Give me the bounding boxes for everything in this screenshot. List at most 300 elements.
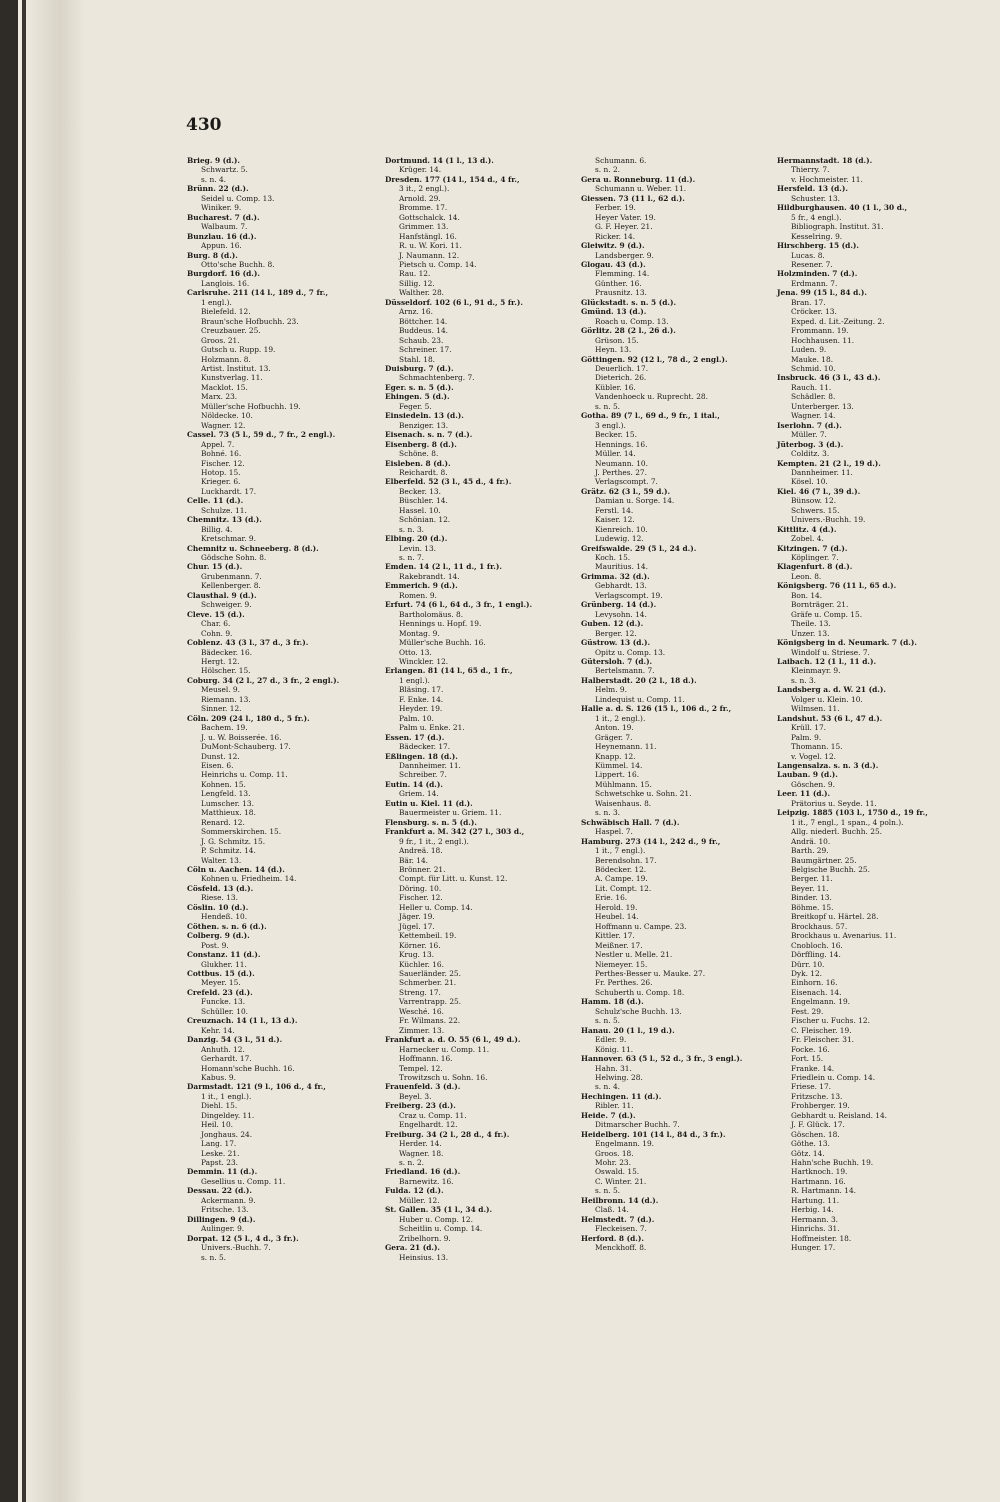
bookseller-line: Barnewitz. 16. — [399, 1176, 454, 1186]
city-entry: Brieg. 9 (d.). — [187, 156, 240, 165]
bookseller-line: Franke. 14. — [791, 1063, 835, 1073]
bookseller-line: Winiker. 9. — [201, 203, 242, 213]
bookseller-line: Göschen. 9. — [791, 779, 835, 789]
bookseller-line: Bünsow. 12. — [791, 496, 837, 506]
bookseller-line: Theile. 13. — [791, 619, 831, 629]
bookseller-line: Univers.-Buchh. 19. — [791, 515, 866, 525]
bookseller-line: Eisenach. 14. — [791, 987, 842, 997]
city-entry: Coburg. 34 (2 l., 27 d., 3 fr., 2 engl.). — [187, 675, 340, 685]
bookseller-line: Hotop. 15. — [201, 467, 241, 477]
bookseller-line: Fischer u. Fuchs. 12. — [791, 1016, 870, 1026]
bookseller-line: v. Hochmeister. 11. — [791, 174, 863, 184]
city-entry: Frankfurt a. M. 342 (27 l., 303 d., — [385, 827, 525, 837]
city-entry: Lauban. 9 (d.). — [777, 770, 838, 780]
bookseller-line: Kettembeil. 19. — [399, 931, 457, 941]
city-entry: Cassel. 73 (5 l., 59 d., 7 fr., 2 engl.). — [187, 430, 336, 440]
bookseller-line: Dyk. 12. — [791, 968, 823, 978]
city-entry: Frankfurt a. d. O. 55 (6 l., 49 d.). — [385, 1035, 521, 1045]
city-entry-continuation: 1 it., 1 engl.). — [201, 1091, 252, 1101]
city-entry: Eisleben. 8 (d.). — [385, 458, 451, 468]
bookseller-line: Kesselring. 9. — [791, 231, 843, 241]
bookseller-line: Wagner. 12. — [201, 420, 246, 430]
bookseller-line: Kaiser. 12. — [595, 515, 635, 525]
bookseller-line: Schulze. 11. — [201, 505, 247, 515]
bookseller-line: Post. 9. — [201, 940, 229, 950]
city-entry: Hermannstadt. 18 (d.). — [777, 156, 873, 165]
bookseller-line: Grubenmann. 7. — [201, 571, 262, 581]
bookseller-line: v. Vogel. 12. — [791, 751, 837, 761]
bookseller-line: Huber u. Comp. 12. — [399, 1214, 473, 1224]
bookseller-line: Varrentrapp. 25. — [399, 997, 462, 1007]
city-entry: Hannover. 63 (5 l., 52 d., 3 fr., 3 engl.). — [581, 1054, 743, 1064]
city-entry: Göttingen. 92 (12 l., 78 d., 2 engl.). — [581, 354, 728, 364]
bookseller-line: Walther. 28. — [399, 288, 444, 298]
city-entry: Iserlohn. 7 (d.). — [777, 420, 842, 430]
city-entry: Frauenfeld. 3 (d.). — [385, 1082, 461, 1092]
bookseller-line: Cohn. 9. — [201, 628, 233, 638]
bookseller-line: Hermann. 3. — [791, 1214, 839, 1224]
bookseller-line: Frohberger. 19. — [791, 1101, 850, 1111]
bookseller-line: Eisen. 6. — [201, 761, 234, 770]
bookseller-line: Glukher. 11. — [201, 959, 247, 969]
bookseller-line: Göthe. 13. — [791, 1139, 830, 1149]
city-entry: Elberfeld. 52 (3 l., 45 d., 4 fr.). — [385, 477, 512, 487]
bookseller-line: Brockhaus. 57. — [791, 921, 848, 931]
city-entry: Burgdorf. 16 (d.). — [187, 269, 260, 279]
bookseller-line: C. Winter. 21. — [595, 1176, 647, 1186]
directory-column-1 — [187, 156, 377, 1262]
bookseller-line: Dannheimer. 11. — [399, 761, 461, 770]
bookseller-line: Luden. 9. — [791, 345, 827, 355]
bookseller-line: s. n. 5. — [595, 401, 621, 411]
bookseller-line: Hassel. 10. — [399, 505, 441, 515]
city-entry: Dresden. 177 (14 l., 154 d., 4 fr., — [385, 174, 520, 184]
bookseller-line: Koch. 15. — [595, 553, 631, 563]
city-entry: Grätz. 62 (3 l., 59 d.). — [581, 486, 671, 496]
bookseller-line: Bromme. 17. — [399, 203, 448, 213]
bookseller-line: Cröcker. 13. — [791, 307, 837, 317]
bookseller-line: Heil. 10. — [201, 1120, 233, 1130]
bookseller-line: Riemann. 13. — [201, 694, 251, 704]
city-entry: Crefeld. 23 (d.). — [187, 987, 253, 997]
bookseller-line: Arnz. 16. — [399, 307, 433, 317]
city-entry: Ehingen. 5 (d.). — [385, 392, 450, 402]
bookseller-line: Univers.-Buchh. 7. — [201, 1243, 271, 1253]
bookseller-line: Montag. 9. — [399, 628, 440, 638]
city-entry: Hersfeld. 13 (d.). — [777, 184, 848, 194]
bookseller-line: Lippert. 16. — [595, 770, 640, 780]
bookseller-line: Groos. 18. — [595, 1148, 634, 1158]
bookseller-line: Gottschalck. 14. — [399, 212, 460, 222]
bookseller-line: Breitkopf u. Härtel. 28. — [791, 912, 879, 922]
bookseller-line: Küchler. 16. — [399, 959, 444, 969]
city-entry: Heidelberg. 101 (14 l., 84 d., 3 fr.). — [581, 1129, 726, 1139]
city-entry: Cöthen. s. n. 6 (d.). — [187, 921, 267, 931]
bookseller-line: Zobel. 4. — [791, 534, 824, 544]
bookseller-line: Resener. 7. — [791, 259, 833, 269]
city-entry: Chemnitz. 13 (d.). — [187, 515, 262, 525]
bookseller-line: Jügel. 17. — [399, 921, 435, 931]
bookseller-line: Bödecker. 12. — [595, 864, 647, 874]
bookseller-line: Herold. 19. — [595, 902, 638, 912]
city-entry: Langensalza. s. n. 3 (d.). — [777, 761, 879, 770]
bookseller-line: Müller. 7. — [791, 430, 827, 440]
bookseller-line: Claß. 14. — [595, 1205, 629, 1215]
bookseller-line: Meyer. 15. — [201, 978, 241, 988]
city-entry: Leipzig. 1885 (103 l., 1750 d., 19 fr., — [777, 808, 928, 818]
bookseller-line: Levysohn. 14. — [595, 609, 647, 619]
bookseller-line: Levin. 13. — [399, 543, 437, 553]
bookseller-line: Schöne. 8. — [399, 449, 439, 459]
bookseller-line: Sauerländer. 25. — [399, 968, 461, 978]
bookseller-line: Berger. 12. — [595, 628, 637, 638]
bookseller-line: Diehl. 15. — [201, 1101, 238, 1111]
bookseller-line: Appel. 7. — [201, 439, 235, 449]
city-entry: Klagenfurt. 8 (d.). — [777, 562, 853, 572]
bookseller-line: Wesché. 16. — [399, 1006, 444, 1016]
bookseller-line: Riese. 13. — [201, 893, 238, 903]
bookseller-line: Creuzbauer. 25. — [201, 326, 261, 336]
bookseller-line: Meißner. 17. — [595, 940, 643, 950]
bookseller-line: Verlagscompt. 7. — [595, 477, 658, 487]
bookseller-line: Macklot. 15. — [201, 382, 248, 392]
bookseller-line: Schumann. 6. — [595, 156, 647, 165]
city-entry: St. Gallen. 35 (1 l., 34 d.). — [385, 1205, 493, 1215]
city-entry: Burg. 8 (d.). — [187, 250, 238, 260]
bookseller-line: Müller'sche Buchh. 16. — [399, 638, 486, 648]
bookseller-line: Arnold. 29. — [399, 193, 441, 203]
city-entry: Clausthal. 9 (d.). — [187, 590, 257, 600]
city-entry: Kempten. 21 (2 l., 19 d.). — [777, 458, 881, 468]
bookseller-line: Herder. 14. — [399, 1139, 442, 1149]
bookseller-line: Fleckeisen. 7. — [595, 1224, 647, 1234]
bookseller-line: J. F. Glück. 17. — [791, 1120, 845, 1130]
bookseller-line: Unterberger. 13. — [791, 401, 854, 411]
bookseller-line: Köplinger. 7. — [791, 553, 839, 563]
bookseller-line: Buddeus. 14. — [399, 326, 449, 336]
bookseller-line: Erdmann. 7. — [791, 278, 838, 288]
city-entry: Hanau. 20 (1 l., 19 d.). — [581, 1025, 675, 1035]
bookseller-line: Grüson. 15. — [595, 335, 639, 345]
bookseller-line: Volger u. Klein. 10. — [791, 694, 863, 704]
bookseller-line: Otto'sche Buchh. 8. — [201, 259, 275, 269]
bookseller-line: Palm. 9. — [791, 732, 822, 742]
city-entry: Leer. 11 (d.). — [777, 789, 831, 799]
bookseller-line: Billig. 4. — [201, 524, 233, 534]
bookseller-line: Cnobloch. 16. — [791, 940, 843, 950]
city-entry: Kittlitz. 4 (d.). — [777, 524, 837, 534]
bookseller-line: Krüll. 17. — [791, 723, 826, 733]
bookseller-line: Scheitlin u. Comp. 14. — [399, 1224, 483, 1234]
bookseller-line: Allg. niederl. Buchh. 25. — [791, 827, 882, 837]
bookseller-line: Bädecker. 16. — [201, 647, 253, 657]
city-entry: Bucharest. 7 (d.). — [187, 212, 260, 222]
bookseller-line: Hartknoch. 19. — [791, 1167, 848, 1177]
bookseller-line: Engelmann. 19. — [791, 997, 851, 1007]
bookseller-line: Bran. 17. — [791, 297, 826, 307]
bookseller-line: Opitz u. Comp. 13. — [595, 647, 666, 657]
city-entry-continuation: 3 it., 2 engl.). — [399, 184, 450, 194]
bookseller-line: Harnecker u. Comp. 11. — [399, 1044, 490, 1054]
city-entry: Königsberg in d. Neumark. 7 (d.). — [777, 638, 917, 648]
bookseller-line: Heinsius. 13. — [399, 1252, 449, 1262]
bookseller-line: Kösel. 10. — [791, 477, 828, 487]
city-entry: Chur. 15 (d.). — [187, 562, 243, 572]
city-entry: Emmerich. 9 (d.). — [385, 581, 458, 591]
city-entry: Grimma. 32 (d.). — [581, 571, 650, 581]
bookseller-line: Dannheimer. 11. — [791, 467, 853, 477]
city-entry: Darmstadt. 121 (9 l., 106 d., 4 fr., — [187, 1082, 326, 1092]
bookseller-line: Streng. 17. — [399, 987, 441, 997]
bookseller-line: Palm. 10. — [399, 713, 434, 723]
bookseller-line: Schüller. 10. — [201, 1006, 248, 1016]
bookseller-line: Gräger. 7. — [595, 732, 633, 742]
city-entry: Eger. s. n. 5 (d.). — [385, 382, 454, 392]
bookseller-line: Krüger. 14. — [399, 165, 442, 175]
city-entry: Görlitz. 28 (2 l., 26 d.). — [581, 326, 676, 336]
bookseller-line: Andreä. 18. — [399, 846, 443, 856]
bookseller-line: Stahl. 18. — [399, 354, 436, 364]
city-entry: Dortmund. 14 (1 l., 13 d.). — [385, 156, 494, 165]
bookseller-line: Lang. 17. — [201, 1139, 237, 1149]
bookseller-line: Heyer Vater. 19. — [595, 212, 656, 222]
bookseller-line: Marx. 23. — [201, 392, 238, 402]
bookseller-line: Schwers. 15. — [791, 505, 840, 515]
bookseller-line: Schwetschke u. Sohn. 21. — [595, 789, 692, 799]
bookseller-line: Char. 6. — [201, 619, 231, 629]
bookseller-line: Heubel. 14. — [595, 912, 639, 922]
bookseller-line: s. n. 3. — [399, 524, 425, 534]
bookseller-line: Ackermann. 9. — [201, 1195, 256, 1205]
bookseller-line: Beyer. 11. — [791, 883, 829, 893]
bookseller-line: Barth. 29. — [791, 846, 829, 856]
bookseller-line: Schwartz. 5. — [201, 165, 248, 175]
bookseller-line: Fischer. 12. — [201, 458, 245, 468]
bookseller-line: Bär. 14. — [399, 855, 429, 865]
city-entry: Schwäbisch Hall. 7 (d.). — [581, 817, 680, 827]
bookseller-line: Edler. 9. — [595, 1035, 627, 1045]
bookseller-line: Bielefeld. 12. — [201, 307, 251, 317]
bookseller-line: Fr. Perthes. 26. — [595, 978, 653, 988]
bookseller-line: A. Campe. 19. — [595, 874, 648, 884]
bookseller-line: Dürr. 10. — [791, 959, 825, 969]
bookseller-line: Dörffling. 14. — [791, 950, 841, 960]
bookseller-line: Hahn. 31. — [595, 1063, 632, 1073]
bookseller-line: s. n. 5. — [595, 1016, 621, 1026]
bookseller-line: Brockhaus u. Avenarius. 11. — [791, 931, 897, 941]
bookseller-line: Schuberth u. Comp. 18. — [595, 987, 685, 997]
city-entry-continuation: 1 it., 7 engl., 1 span., 4 poln.). — [791, 817, 904, 827]
bookseller-line: Artist. Institut. 13. — [201, 363, 271, 373]
city-entry: Glogau. 43 (d.). — [581, 259, 646, 269]
city-entry: Heide. 7 (d.). — [581, 1110, 636, 1120]
bookseller-line: Schmerber. 21. — [399, 978, 457, 988]
bookseller-line: Ricker. 14. — [595, 231, 636, 241]
bookseller-line: J. G. Schmitz. 15. — [201, 836, 266, 846]
city-entry: Cleve. 15 (d.). — [187, 609, 245, 619]
bookseller-line: Ludewig. 12. — [595, 534, 644, 544]
bookseller-line: Bädecker. 17. — [399, 742, 451, 752]
city-entry: Eutin. 14 (d.). — [385, 779, 443, 789]
bookseller-line: Müller. 14. — [595, 449, 636, 459]
city-entry: Brünn. 22 (d.). — [187, 184, 249, 194]
bookseller-line: Fr. Wilmans. 22. — [399, 1016, 461, 1026]
city-entry: Eisenach. s. n. 7 (d.). — [385, 430, 473, 440]
city-entry: Guben. 12 (d.). — [581, 619, 644, 629]
bookseller-line: Hergt. 12. — [201, 657, 240, 667]
bookseller-line: Ferstl. 14. — [595, 505, 634, 515]
bookseller-line: Beyel. 3. — [399, 1091, 432, 1101]
city-entry: Eßlingen. 18 (d.). — [385, 751, 458, 761]
city-entry: Eutin u. Kiel. 11 (d.). — [385, 798, 473, 808]
bookseller-line: Andrä. 10. — [791, 836, 831, 846]
bookseller-line: Gutsch u. Rupp. 19. — [201, 345, 276, 355]
bookseller-line: Herbig. 14. — [791, 1205, 834, 1215]
bookseller-line: Oswald. 15. — [595, 1167, 640, 1177]
bookseller-line: Kehr. 14. — [201, 1025, 235, 1035]
bookseller-line: Craz u. Comp. 11. — [399, 1110, 467, 1120]
bookseller-line: Berger. 11. — [791, 874, 833, 884]
bookseller-line: Renard. 12. — [201, 817, 245, 827]
bookseller-line: Matthieux. 18. — [201, 808, 256, 818]
city-entry: Kitzingen. 7 (d.). — [777, 543, 848, 553]
city-entry: Elbing. 20 (d.). — [385, 534, 448, 544]
bookseller-line: J. Perthes. 27. — [595, 467, 647, 477]
bookseller-line: Prausnitz. 13. — [595, 288, 647, 298]
bookseller-line: Hartmann. 16. — [791, 1176, 846, 1186]
bookseller-line: Hahn'sche Buchh. 19. — [791, 1158, 874, 1168]
bookseller-line: Vandenhoeck u. Ruprecht. 28. — [595, 392, 708, 402]
bookseller-line: Thomann. 15. — [791, 742, 843, 752]
bookseller-line: Fort. 15. — [791, 1054, 824, 1064]
city-entry: Jüterbog. 3 (d.). — [777, 439, 844, 449]
city-entry: Halberstadt. 20 (2 l., 18 d.). — [581, 675, 697, 685]
city-entry: Landshut. 53 (6 l., 47 d.). — [777, 713, 883, 723]
bookseller-line: Walter. 13. — [201, 855, 242, 865]
bookseller-line: Helm. 9. — [595, 685, 627, 695]
city-entry: Greifswalde. 29 (5 l., 24 d.). — [581, 543, 697, 553]
bookseller-line: F. Enke. 14. — [399, 694, 444, 704]
bookseller-line: Heyder. 19. — [399, 704, 443, 714]
bookseller-line: Lumscher. 13. — [201, 798, 254, 808]
bookseller-line: Haspel. 7. — [595, 827, 633, 837]
city-entry: Dillingen. 9 (d.). — [187, 1214, 256, 1224]
bookseller-line: Walbaum. 7. — [201, 222, 248, 232]
bookseller-line: Landsberger. 9. — [595, 250, 654, 260]
bookseller-line: Körner. 16. — [399, 940, 441, 950]
city-entry: Danzig. 54 (3 l., 51 d.). — [187, 1035, 283, 1045]
city-entry: Düsseldorf. 102 (6 l., 91 d., 5 fr.). — [385, 297, 523, 307]
city-entry: Gleiwitz. 9 (d.). — [581, 241, 645, 251]
bookseller-line: Jonghaus. 24. — [201, 1129, 253, 1139]
city-entry: Gmünd. 13 (d.). — [581, 307, 647, 317]
city-entry-continuation: 5 fr., 4 engl.). — [791, 212, 842, 222]
city-entry: Hechingen. 11 (d.). — [581, 1091, 662, 1101]
city-entry: Duisburg. 7 (d.). — [385, 363, 454, 373]
bookseller-line: Kohnen. 15. — [201, 779, 246, 789]
city-entry: Cösfeld. 13 (d.). — [187, 883, 254, 893]
bookseller-line: Meusel. 9. — [201, 685, 240, 695]
bookseller-line: Leon. 8. — [791, 571, 822, 581]
bookseller-line: Unzer. 13. — [791, 628, 830, 638]
city-entry: Cöslin. 10 (d.). — [187, 902, 249, 912]
city-entry: Cottbus. 15 (d.). — [187, 968, 255, 978]
bookseller-line: Zribelhorn. 9. — [399, 1233, 451, 1243]
bookseller-line: Mauke. 18. — [791, 354, 834, 364]
bookseller-line: Bertelsmann. 7. — [595, 666, 655, 676]
bookseller-line: Lucas. 8. — [791, 250, 825, 260]
bookseller-line: Friedlein u. Comp. 14. — [791, 1072, 876, 1082]
bookseller-line: Bauermeister u. Griem. 11. — [399, 808, 502, 818]
city-entry: Landsberg a. d. W. 21 (d.). — [777, 685, 886, 695]
bookseller-line: Sillig. 12. — [399, 278, 435, 288]
bookseller-line: Braun'sche Hofbuchh. 23. — [201, 316, 299, 326]
bookseller-line: Heynemann. 11. — [595, 742, 657, 752]
bookseller-line: Anhuth. 12. — [201, 1044, 245, 1054]
bookseller-line: Rauch. 11. — [791, 382, 832, 392]
bookseller-line: Gödsche Sohn. 8. — [201, 553, 267, 563]
city-entry: Giessen. 73 (11 l., 62 d.). — [581, 193, 685, 203]
city-entry: Cöln u. Aachen. 14 (d.). — [187, 864, 285, 874]
city-entry: Carlsruhe. 211 (14 l., 189 d., 7 fr., — [187, 288, 329, 298]
city-entry: Gotha. 89 (7 l., 69 d., 9 fr., 1 ital., — [581, 411, 720, 421]
city-entry: Herford. 8 (d.). — [581, 1233, 644, 1243]
city-entry: Flensburg. s. n. 5 (d.). — [385, 817, 477, 827]
bookseller-line: Neumann. 10. — [595, 458, 648, 468]
bookseller-line: s. n. 4. — [595, 1082, 621, 1092]
bookseller-line: Bachem. 19. — [201, 723, 248, 733]
bookseller-line: Hartung. 11. — [791, 1195, 840, 1205]
bookseller-line: Göschen. 18. — [791, 1129, 840, 1139]
bookseller-line: Holzmann. 8. — [201, 354, 251, 364]
bookseller-line: Schreiber. 7. — [399, 770, 447, 780]
bookseller-line: Aulinger. 9. — [201, 1224, 245, 1234]
bookseller-line: Gebhardt. 13. — [595, 581, 647, 591]
bookseller-line: Erie. 16. — [595, 893, 628, 903]
book-spine — [0, 0, 85, 1502]
bookseller-line: Kretschmar. 9. — [201, 534, 256, 544]
city-entry: Gütersloh. 7 (d.). — [581, 657, 653, 667]
bookseller-line: s. n. 4. — [201, 174, 227, 184]
bookseller-line: Bohné. 16. — [201, 449, 242, 459]
city-entry: Grünberg. 14 (d.). — [581, 600, 657, 610]
city-entry: Demmin. 11 (d.). — [187, 1167, 258, 1177]
bookseller-line: Engelhardt. 12. — [399, 1120, 458, 1130]
city-entry: Bunzlau. 16 (d.). — [187, 231, 257, 241]
directory-column-3 — [581, 156, 771, 1253]
city-entry: Cöln. 209 (24 l., 180 d., 5 fr.). — [187, 713, 310, 723]
bookseller-line: Kübler. 16. — [595, 382, 636, 392]
bookseller-line: Schaub. 23. — [399, 335, 444, 345]
bookseller-line: Waisenhaus. 8. — [595, 798, 652, 808]
city-entry: Freiberg. 23 (d.). — [385, 1101, 456, 1111]
city-entry: Erfurt. 74 (6 l., 64 d., 3 fr., 1 engl.). — [385, 600, 533, 610]
bookseller-line: Bibliograph. Institut. 31. — [791, 222, 884, 232]
city-entry: Hamm. 18 (d.). — [581, 997, 644, 1007]
bookseller-line: Wagner. 14. — [791, 411, 836, 421]
city-entry-continuation: 1 it., 2 engl.). — [595, 713, 646, 723]
bookseller-line: Müller'sche Hofbuchh. 19. — [201, 401, 301, 411]
bookseller-line: Perthes-Besser u. Mauke. 27. — [595, 968, 706, 978]
city-entry: Constanz. 11 (d.). — [187, 950, 261, 960]
bookseller-line: Krieger. 6. — [201, 477, 241, 487]
bookseller-line: G. F. Heyer. 21. — [595, 222, 653, 232]
bookseller-line: Böttcher. 14. — [399, 316, 448, 326]
bookseller-line: Focke. 16. — [791, 1044, 830, 1054]
bookseller-line: Papst. 23. — [201, 1158, 238, 1168]
city-entry-continuation: 9 fr., 1 it., 2 engl.). — [399, 836, 469, 846]
bookseller-line: Otto. 13. — [399, 647, 432, 657]
